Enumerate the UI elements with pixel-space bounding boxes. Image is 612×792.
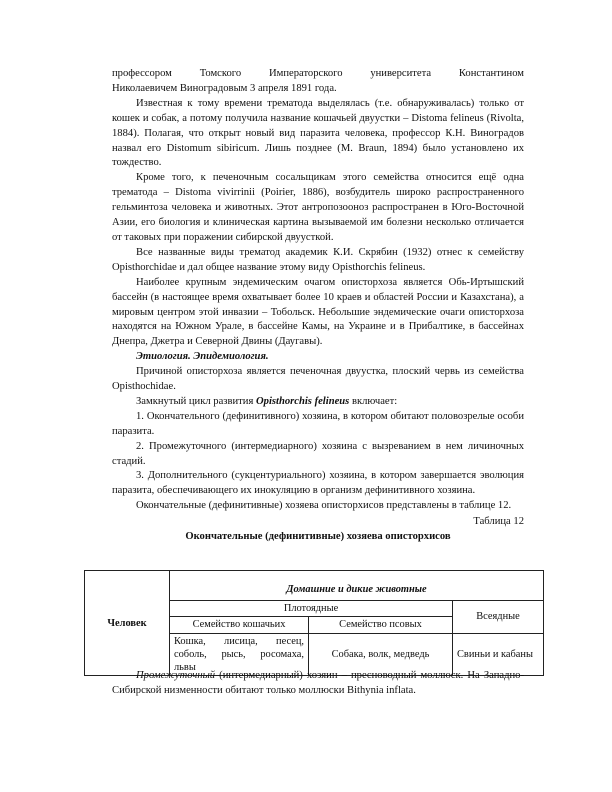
section-heading: Этиология. Эпидемиология. (136, 351, 269, 363)
table-cell-omnivore-species: Свиньи и кабаны (453, 633, 544, 676)
cycle-intro (112, 395, 524, 410)
list-item: 2. Промежуточного (интермедиарного) хозяина с вызреванием в нем личиночных стадий. (112, 440, 524, 467)
paragraph: Все названные виды трематод академик К.И. Скрябин (1932) отнес к семейству Opisthorchidae и дал общее название этому виду Opisthorchis felineus. (112, 246, 524, 273)
hosts-table (84, 570, 544, 676)
paragraph: Причиной описторхоза является печеночная двуустка, плоский червь из семейства Opisthochidae. (112, 366, 524, 393)
table-header-canids: Семейство псовых (309, 617, 453, 633)
list-item: 1. Окончательного (дефинитивного) хозяина, в котором обитают половозрелые особи паразита. (112, 410, 524, 437)
species-name: Opisthorchis felineus (256, 395, 350, 407)
table-cell-felid-species: Кошка, лисица, песец, соболь, рысь, росомаха, львы (170, 633, 309, 676)
paragraph-line: Николаевичем Виноградовым 3 апреля 1891 года. (112, 82, 337, 94)
paragraph: Наиболее крупным эндемическим очагом описторхоза является Обь-Иртышский бассейн (в настоящее время охватывает более 10 краев и областей России и Казахстана), а мировым центром этой инвазии – Тобольск. Небольшие эндемические очаги описторхоза находятся на Южном Урале, в бассейне Камы, на Украине и в Прибалтике, в бассейнах Днепра, Джетра и Северной Двины (Даугавы). (112, 276, 524, 348)
paragraph: Кроме того, к печеночным сосальщикам этого семейства относится ещё одна трематода – Distoma vivirrinii (Poirier, 1886), возбудитель широко распространенного гельминтоза человека и животных. Этот антропозооноз распространен в Юго-Восточной Азии, его биология и клиническая картина вызываемой им болезни несколько отличается от таковых при поражении сибирской двуусткой. (112, 172, 524, 243)
table-header-omnivores: Всеядные (453, 601, 544, 633)
table-cell-canid-species: Собака, волк, медведь (309, 633, 453, 676)
paragraph-line: профессором Томского Императорского университета Константином (112, 68, 524, 79)
main-text (112, 67, 524, 545)
table-caption: Окончательные (дефинитивные) хозяева описторхисов (185, 531, 451, 543)
paragraph-text: (интермедиарный) хозяин – пресноводный моллюск. На Западно-Сибирской низменности обитают только моллюски Bithynia inflata. (112, 670, 524, 696)
paragraph: Известная к тому времени трематода выделялась (т.е. обнаруживалась) только от кошек и собак, а потому получила название кошачьей двуустки – Distoma felineus (Rivolta, 1884). Полагая, что открыт новый вид паразита человека, профессор К.Н. Виноградов назвал его Distomum sibiricum. Лишь позднее (M. Braun, 1894) было установлено их тождество. (112, 97, 524, 169)
table-header-felids: Семейство кошачьих (170, 617, 309, 633)
paragraph (112, 669, 524, 699)
table-cell-human: Человек (85, 571, 170, 676)
table-header-carnivores: Плотоядные (170, 601, 453, 617)
cycle-intro-text: Замкнутый цикл развития (136, 395, 256, 407)
table-header-animals: Домашние и дикие животные (170, 571, 544, 601)
table-label: Таблица 12 (473, 516, 524, 528)
after-table-text (112, 669, 524, 699)
term-intermediate: Промежуточный (136, 670, 216, 681)
list-item: 3. Дополнительного (сукцентуриального) хозяина, в котором завершается эволюция паразита, обеспечивающего их инокуляцию в организм дефинитивного хозяина. (112, 470, 524, 497)
cycle-intro-text: включает: (349, 395, 398, 407)
paragraph: Окончательные (дефинитивные) хозяева описторхисов представлены в таблице 12. (136, 500, 512, 512)
